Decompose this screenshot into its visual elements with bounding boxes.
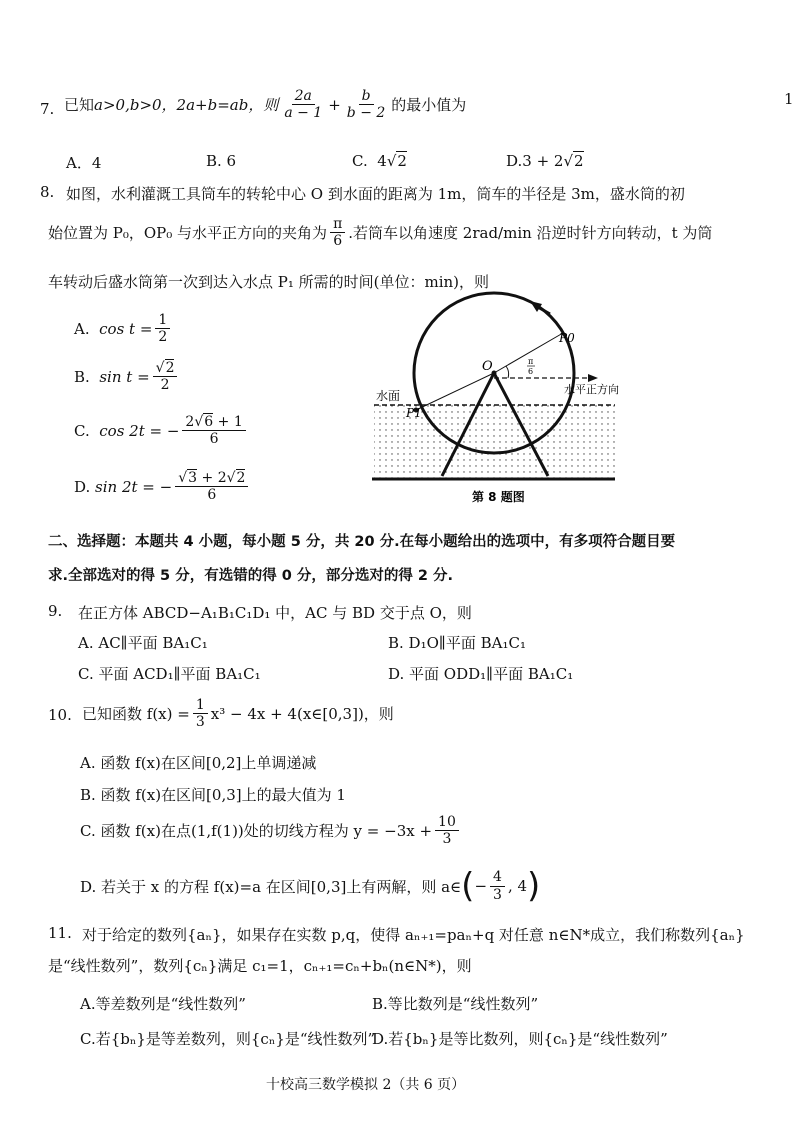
- section-instruction-line: 求.全部选对的得 5 分，有选错的得 0 分，部分选对的得 2 分.: [48, 568, 454, 584]
- question-number: 11.: [48, 924, 72, 942]
- option-a: A. cos t = $\frac{1}{2}$: [74, 312, 173, 345]
- option-a: A．4: [66, 154, 102, 172]
- figure-caption: 第 8 题图: [472, 490, 525, 504]
- question-stem-line: 如图，水利灌溉工具筒车的转轮中心 O 到水面的距离为 1m，筒车的半径是 3m，盛水筒的初: [66, 185, 685, 203]
- label-horizontal: 水平正方向: [564, 383, 619, 396]
- question-number: 7.: [40, 100, 55, 118]
- angle-arc: [506, 366, 509, 378]
- option-d: D. 平面 ODD₁∥平面 BA₁C₁: [388, 665, 574, 683]
- question-stem-line: 始位置为 P₀，OP₀ 与水平正方向的夹角为 $\frac{\pi}{6}$ .若筒车以角速度 2rad/min 沿逆时针方向转动，t 为筒: [48, 216, 713, 250]
- fraction: $\frac{2a}{a - 1}$: [284, 88, 323, 122]
- option-b: B.等比数列是“线性数列”: [372, 995, 539, 1013]
- label-p1: P1: [406, 406, 422, 420]
- option-c: C. cos 2t = − $\frac{2√6 + 1}{6}$: [74, 414, 249, 447]
- arrow-head-icon: [588, 374, 598, 382]
- option-c: C. 平面 ACD₁∥平面 BA₁C₁: [78, 665, 261, 683]
- question-stem-line: 车转动后盛水筒第一次到达入水点 P₁ 所需的时间(单位：min)，则: [48, 273, 490, 291]
- page-footer: 十校高三数学模拟 2（共 6 页）: [266, 1077, 466, 1093]
- angle-label-den: 6: [528, 367, 534, 376]
- option-b: B. D₁O∥平面 BA₁C₁: [388, 634, 526, 652]
- fraction: $\frac{b}{b - 2}$: [346, 88, 386, 122]
- rotation-arrow-head-icon: [530, 301, 542, 312]
- option-d: D. sin 2t = − $\frac{√3 + 2√2}{6}$: [74, 470, 251, 503]
- question-stem-line: 是“线性数列”，数列{cₙ}满足 c₁=1，cₙ₊₁=cₙ+bₙ(n∈N*)，则: [48, 957, 472, 975]
- fraction: $\frac{\pi}{6}$: [330, 216, 345, 249]
- label-o: O: [482, 359, 493, 374]
- question-number: 10.: [48, 706, 72, 724]
- question-number: 8.: [40, 183, 55, 201]
- option-b: B. 6: [206, 152, 237, 170]
- option-c: C. 4√2: [352, 152, 407, 170]
- option-b: B. 函数 f(x)在区间[0,3]上的最大值为 1: [80, 786, 346, 804]
- question-number: 9.: [48, 602, 63, 620]
- option-d: D.若{bₙ}是等比数列，则{cₙ}是“线性数列”: [372, 1030, 668, 1048]
- question-stem-line: 对于给定的数列{aₙ}，如果存在实数 p,q，使得 aₙ₊₁=paₙ+q 对任意 n∈N*成立，我们称数列{aₙ}: [82, 926, 745, 944]
- option-a: A. 函数 f(x)在区间[0,2]上单调递减: [80, 754, 317, 772]
- question-stem: 在正方体 ABCD−A₁B₁C₁D₁ 中，AC 与 BD 交于点 O，则: [78, 604, 472, 622]
- option-c: C. 函数 f(x)在点(1,f(1))处的切线方程为 y = −3x + $\frac{10}{3}$: [80, 814, 462, 847]
- page-number: 1: [784, 90, 794, 108]
- option-d: D. 若关于 x 的方程 f(x)=a 在区间[0,3]上有两解，则 a∈ ( − $\frac{4}{3}$ , 4 ): [80, 866, 541, 906]
- label-p0: P0: [559, 331, 575, 345]
- section-instruction-line: 二、选择题：本题共 4 小题，每小题 5 分，共 20 分.在每小题给出的选项中，有多项符合题目要: [48, 534, 676, 550]
- option-a: A.等差数列是“线性数列”: [80, 995, 246, 1013]
- option-b: B. sin t = $\frac{√2}{2}$: [74, 360, 180, 393]
- option-a: A. AC∥平面 BA₁C₁: [78, 634, 208, 652]
- option-c: C.若{bₙ}是等差数列，则{cₙ}是“线性数列”: [80, 1030, 376, 1048]
- option-d: D.3 + 2√2: [506, 152, 584, 170]
- question-stem: 已知 a>0,b>0，2a+b=ab，则 $\frac{2a}{a - 1}$ + $\frac{b}{b - 2}$ 的最小值为: [64, 88, 467, 122]
- waterwheel-figure: [360, 290, 625, 510]
- question-stem: 已知函数 f(x) = $\frac{1}{3}$ x³ − 4x + 4(x∈[0,3])，则: [82, 697, 394, 731]
- label-water: 水面: [376, 389, 401, 403]
- angle-label-num: π: [528, 357, 534, 366]
